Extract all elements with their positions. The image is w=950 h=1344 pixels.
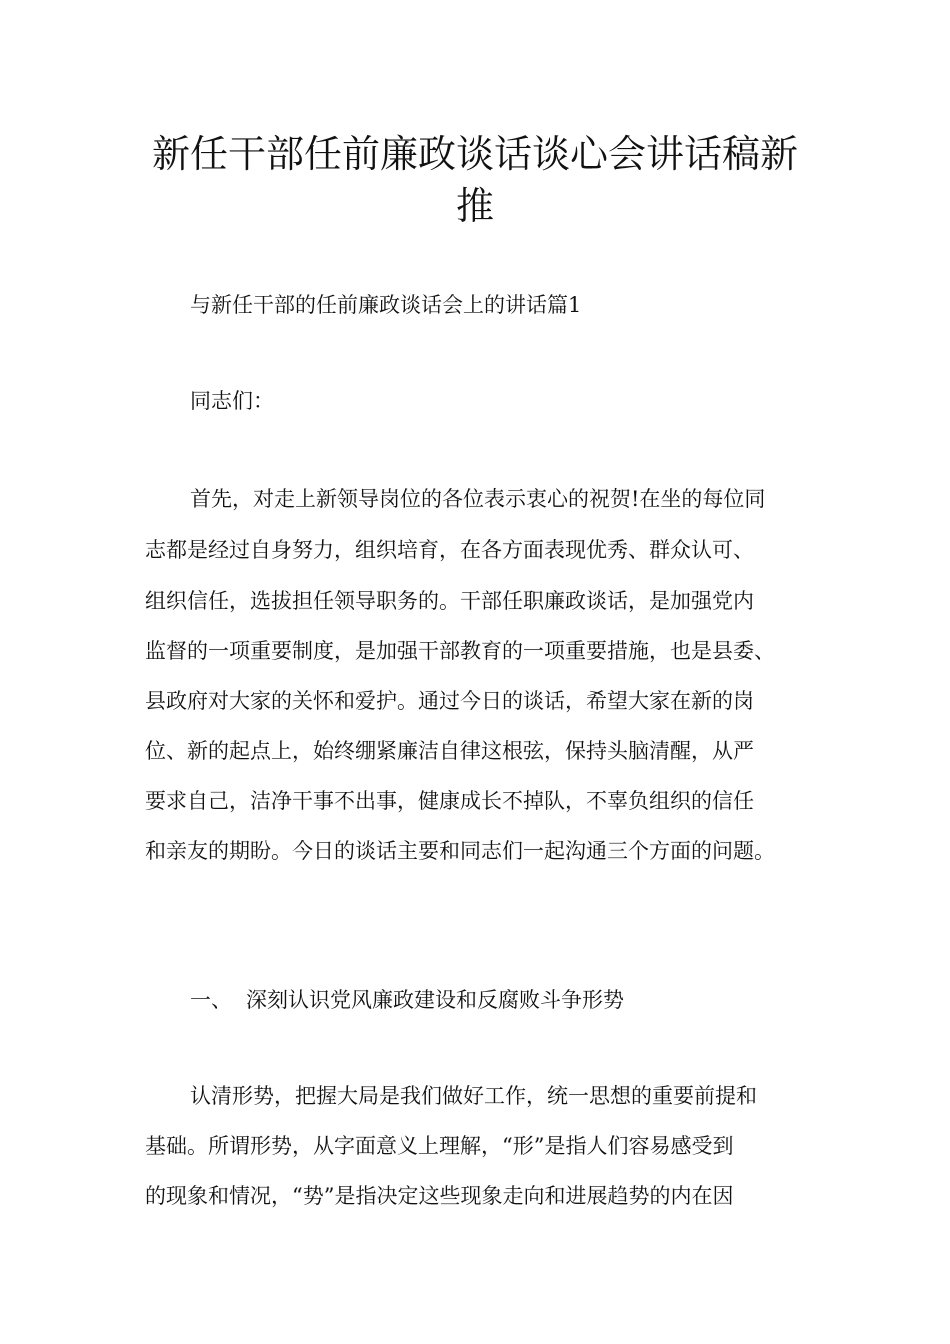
- paragraph-line: 基础。所谓形势，从字面意义上理解，“形”是指人们容易感受到: [145, 1134, 734, 1158]
- paragraph-line: 的现象和情况，“势”是指决定这些现象走向和进展趋势的内在因: [145, 1184, 734, 1208]
- title-line-2: 推: [455, 184, 494, 228]
- paragraph-line: 位、新的起点上，始终绷紧廉洁自律这根弦，保持头脑清醒，从严: [145, 739, 754, 763]
- greeting: 同志们：: [190, 389, 274, 413]
- section-title: 深刻认识党风廉政建设和反腐败斗争形势: [246, 988, 624, 1012]
- subtitle: 与新任干部的任前廉政谈话会上的讲话篇1: [190, 293, 582, 317]
- paragraph-line: 监督的一项重要制度，是加强干部教育的一项重要措施，也是县委、: [145, 639, 775, 663]
- paragraph-line: 要求自己，洁净干事不出事，健康成长不掉队，不辜负组织的信任: [145, 789, 754, 813]
- paragraph-line: 认清形势，把握大局是我们做好工作，统一思想的重要前提和: [190, 1084, 757, 1108]
- paragraph-line: 和亲友的期盼。今日的谈话主要和同志们一起沟通三个方面的问题。: [145, 839, 775, 863]
- paragraph-line: 志都是经过自身努力，组织培育，在各方面表现优秀、群众认可、: [145, 538, 754, 562]
- title-line-1: 新任干部任前廉政谈话谈心会讲话稿新: [151, 132, 798, 176]
- paragraph-line: 组织信任，选拔担任领导职务的。干部任职廉政谈话，是加强党内: [145, 589, 754, 613]
- paragraph-line: 县政府对大家的关怀和爱护。通过今日的谈话，希望大家在新的岗: [145, 689, 754, 713]
- paragraph-line: 首先，对走上新领导岗位的各位表示衷心的祝贺!在坐的每位同: [190, 487, 766, 511]
- section-number: 一、: [190, 988, 232, 1012]
- document-title: [140, 128, 810, 232]
- section-heading-1: [190, 985, 860, 1015]
